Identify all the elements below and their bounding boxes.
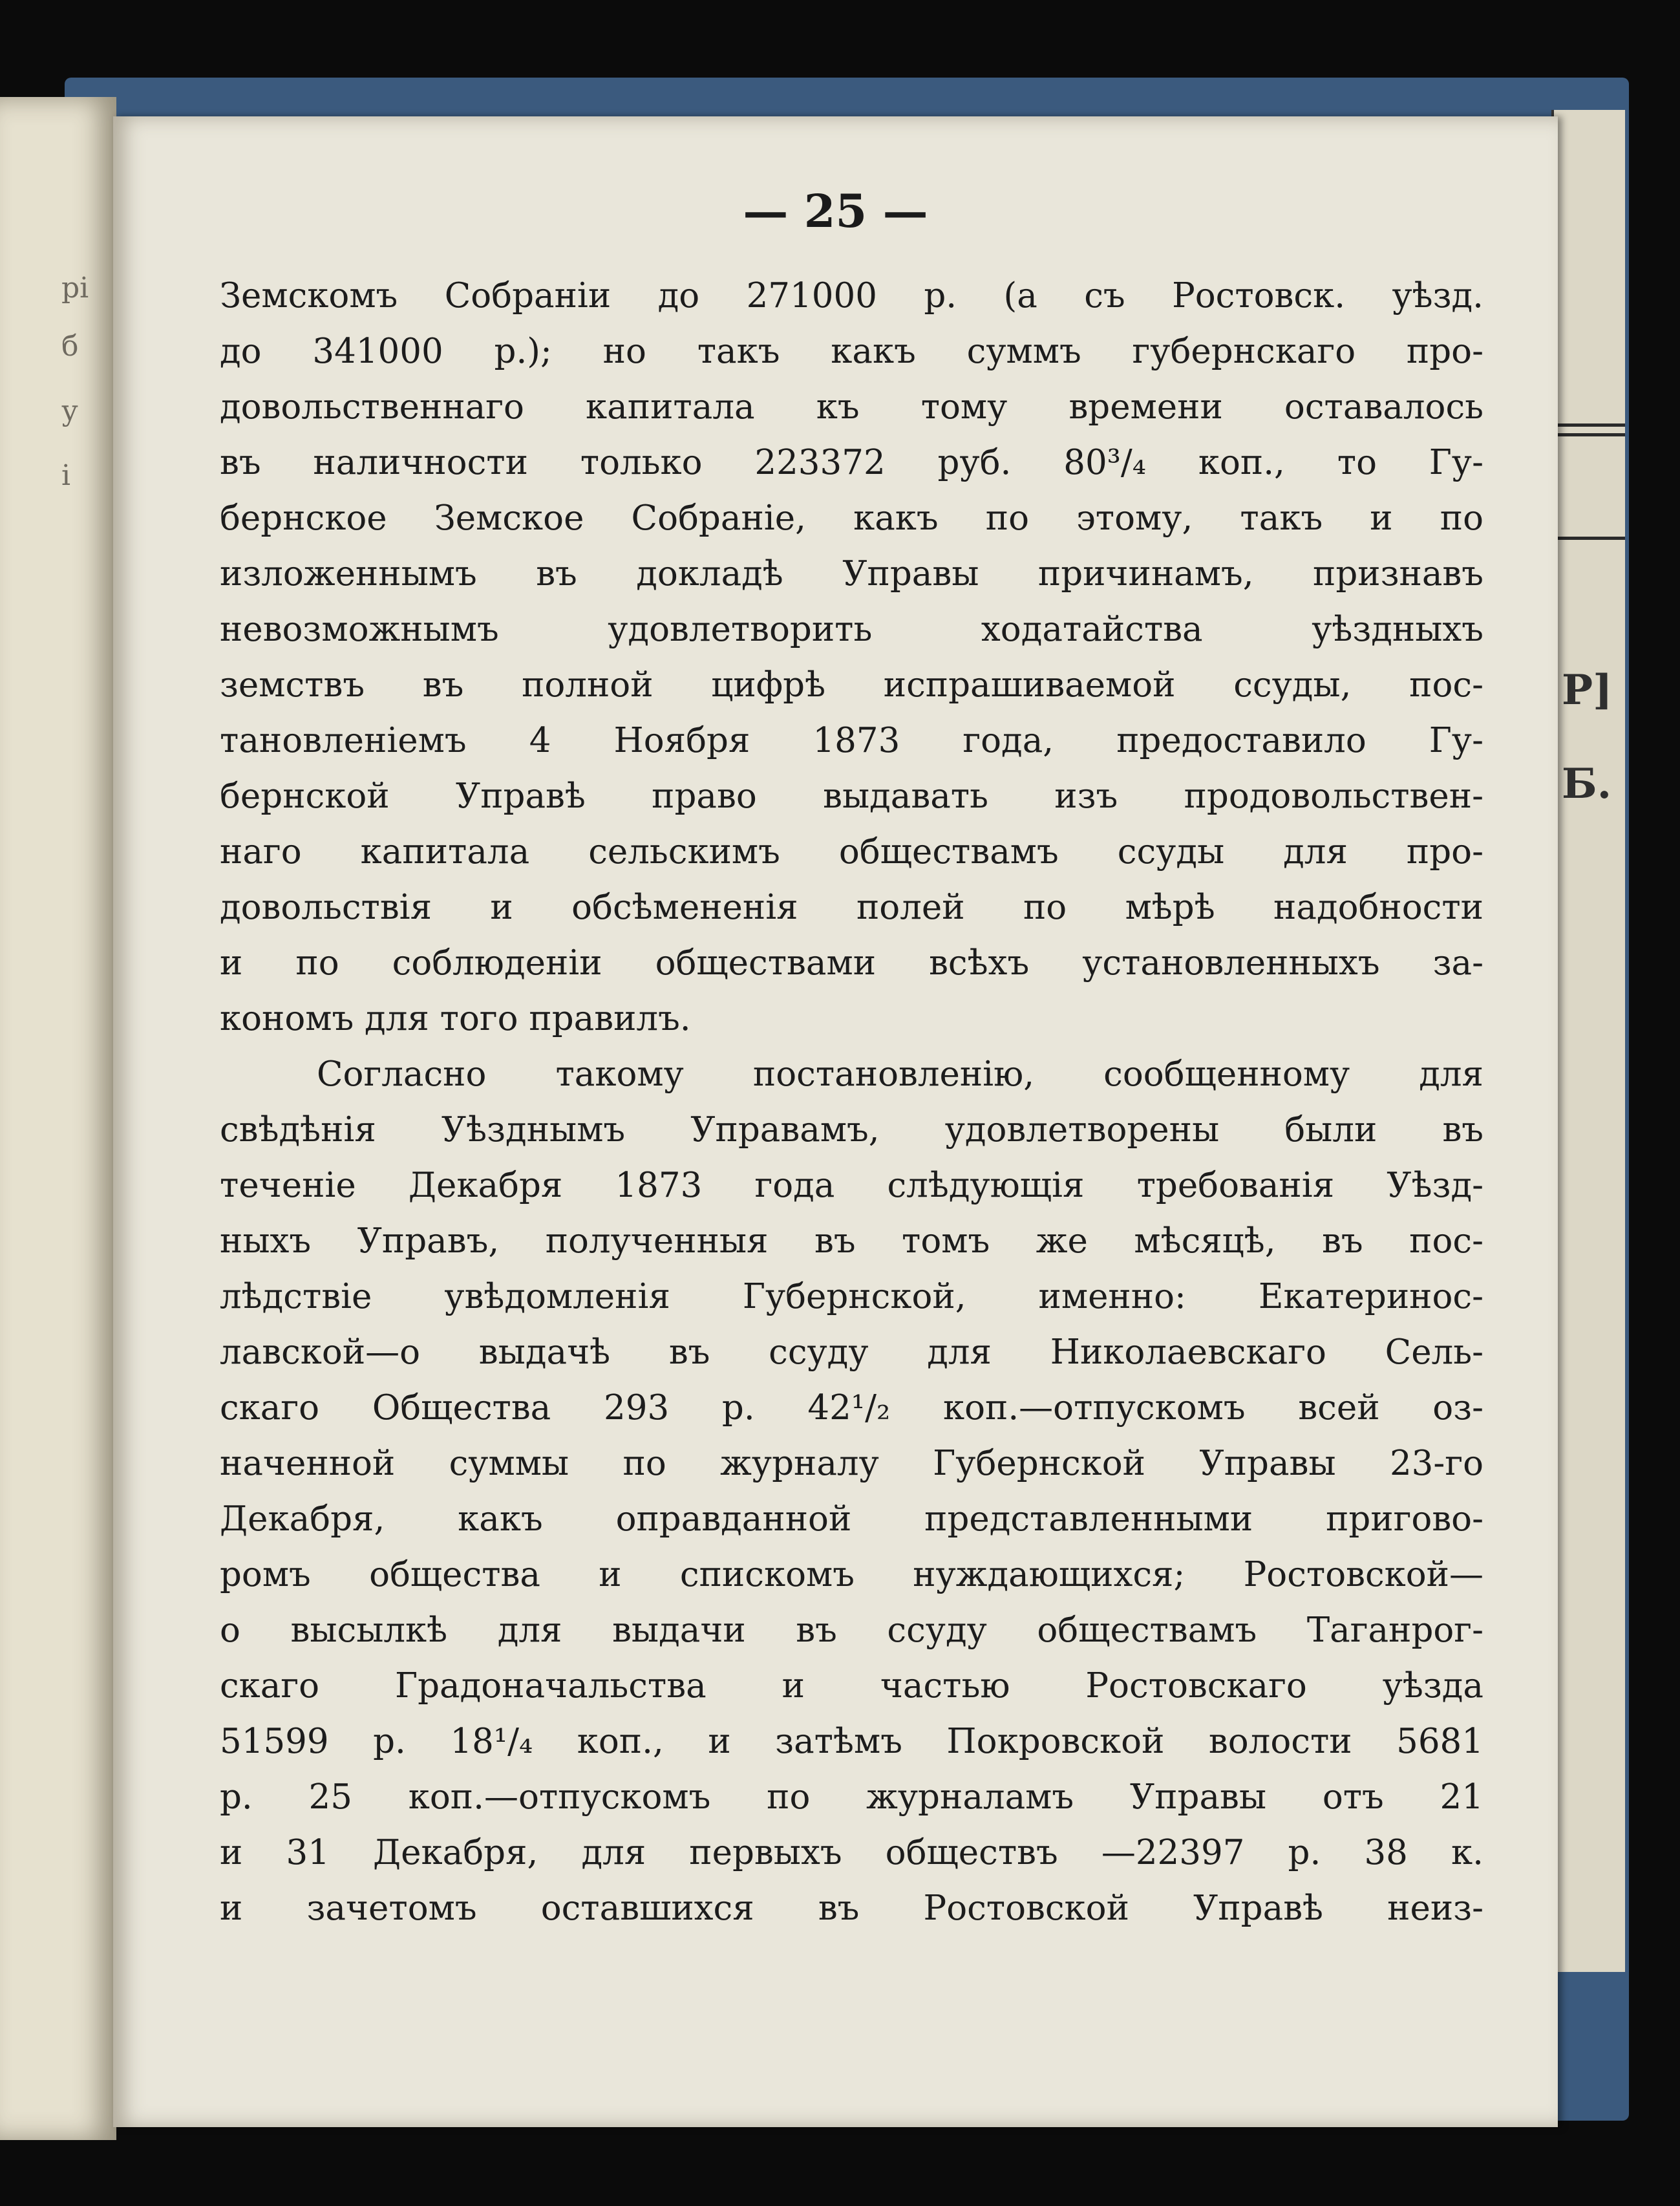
- text-line: ныхъ Управъ, полученныя въ томъ же мѣсяцѣ, въ пос-: [220, 1221, 1483, 1261]
- text-line: бернской Управѣ право выдавать изъ продовольствен-: [220, 776, 1483, 816]
- text-line: и 31 Декабря, для первыхъ обществъ —22397 р. 38 к.: [220, 1833, 1483, 1872]
- text-line: теченіе Декабря 1873 года слѣдующія требованія Уѣзд-: [220, 1166, 1483, 1205]
- text-line: земствъ въ полной цифрѣ испрашиваемой ссуды, пос-: [220, 665, 1483, 705]
- text-line: лѣдствіе увѣдомленія Губернской, именно: Екатеринос-: [220, 1277, 1483, 1316]
- text-line: до 341000 р.); но такъ какъ суммъ губернскаго про-: [220, 332, 1483, 371]
- text-line: и по соблюденіи обществами всѣхъ установленныхъ за-: [220, 943, 1483, 983]
- text-line: довольствія и обсѣмененія полей по мѣрѣ надобности: [220, 888, 1483, 927]
- text-line: кономъ для того правилъ.: [220, 999, 691, 1038]
- text-line: въ наличности только 223372 руб. 80³/₄ коп., то Гу-: [220, 443, 1483, 482]
- text-line: Декабря, какъ оправданной представленными пригово-: [220, 1499, 1483, 1539]
- left-margin-glyph: рі: [61, 272, 89, 305]
- left-margin-glyph: у: [61, 394, 78, 427]
- text-line: свѣдѣнія Уѣзднымъ Управамъ, удовлетворены были въ: [220, 1110, 1483, 1150]
- next-page-edge: [1551, 110, 1625, 1972]
- left-margin-glyph: б: [61, 330, 79, 363]
- text-line: бернское Земское Собраніе, какъ по этому, такъ и по: [220, 498, 1483, 538]
- text-line: р. 25 коп.—отпускомъ по журналамъ Управы отъ 21: [220, 1777, 1483, 1817]
- left-margin-glyph: і: [61, 459, 71, 492]
- text-line: скаго Общества 293 р. 42¹/₂ коп.—отпускомъ всей оз-: [220, 1388, 1483, 1428]
- text-line: лавской—о выдачѣ въ ссуду для Николаевскаго Сель-: [220, 1333, 1483, 1372]
- text-line: 51599 р. 18¹/₄ коп., и затѣмъ Покровской волости 5681: [220, 1722, 1483, 1761]
- page-number: — 25 —: [743, 184, 928, 238]
- right-margin-glyph: Б.: [1562, 760, 1611, 808]
- text-line: скаго Градоначальства и частью Ростовскаго уѣзда: [220, 1666, 1483, 1706]
- text-line: невозможнымъ удовлетворить ходатайства уѣздныхъ: [220, 610, 1483, 649]
- paragraph-start-line: Согласно такому постановленію, сообщенному для: [317, 1055, 1483, 1094]
- text-line: и зачетомъ оставшихся въ Ростовской Управѣ неиз-: [220, 1889, 1483, 1928]
- body-text: [220, 268, 1483, 1936]
- text-line: наченной суммы по журналу Губернской Управы 23-го: [220, 1444, 1483, 1483]
- left-page-edge: [0, 97, 116, 2140]
- document-page: [113, 116, 1558, 2127]
- text-line: изложеннымъ въ докладѣ Управы причинамъ, признавъ: [220, 554, 1483, 594]
- right-margin-glyph: Р]: [1562, 666, 1613, 714]
- text-line: о высылкѣ для выдачи въ ссуду обществамъ Таганрог-: [220, 1611, 1483, 1650]
- text-line: ромъ общества и спискомъ нуждающихся; Ростовской—: [220, 1555, 1483, 1594]
- text-line: Земскомъ Собраніи до 271000 р. (а съ Ростовск. уѣзд.: [220, 276, 1483, 316]
- text-line: наго капитала сельскимъ обществамъ ссуды для про-: [220, 832, 1483, 872]
- text-line: довольственнаго капитала къ тому времени оставалось: [220, 387, 1483, 427]
- text-line: тановленіемъ 4 Ноября 1873 года, предоставило Гу-: [220, 721, 1483, 760]
